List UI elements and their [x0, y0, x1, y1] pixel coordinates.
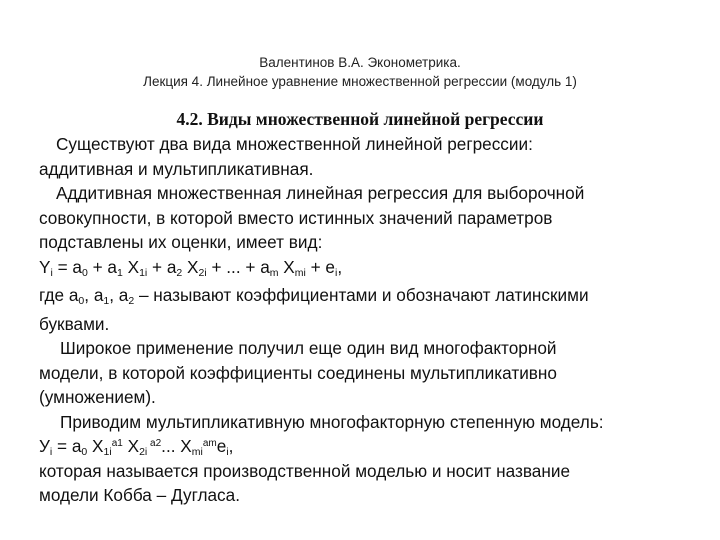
additive-formula: $Y_i = a_0 + a_1$ $X_{1i} + a_2$ $X_{2i}$ + ... + $a_m$ $X_{mi} + e_i$,	[39, 256, 343, 279]
header-lecture: Лекция 4. Линейное уравнение множественной регрессии (модуль 1)	[143, 74, 577, 89]
paragraph-line: Существуют два вида множественной линейной регрессии:	[56, 134, 533, 154]
body-text	[39, 132, 689, 508]
paragraph-line: буквами.	[39, 313, 110, 334]
paragraph-line: аддитивная и мультипликативная.	[39, 158, 314, 179]
paragraph-line: Приводим мультипликативную многофакторную степенную модель:	[60, 411, 604, 432]
paragraph-line: подставлены их оценки, имеет вид:	[39, 232, 323, 252]
coefficients-line: где $a_0$, $a_1$, $a_2$ – называют коэффициентами и обозначают латинскими	[39, 285, 589, 307]
paragraph-line: (умножением).	[39, 387, 156, 407]
paragraph-line: которая называется производственной моделью и носит название	[39, 460, 571, 481]
header-author: Валентинов В.А. Эконометрика.	[259, 55, 461, 70]
multiplicative-formula: $У_i = a_0$ $X_{1i}^{a1}$ $X_{2i}$ $^{a2}$... $X_{mi}^{am}e_i$,	[39, 436, 234, 458]
paragraph-line: Широкое применение получил еще один вид многофакторной	[60, 338, 557, 358]
section-title: 4.2. Виды множественной линейной регрессии	[176, 109, 544, 129]
paragraph-line: совокупности, в которой вместо истинных значений параметров	[39, 207, 553, 228]
paragraph-line: модели, в которой коэффициенты соединены мультипликативно	[39, 362, 557, 383]
paragraph-line: модели Кобба – Дугласа.	[39, 485, 240, 505]
paragraph-line: Аддитивная множественная линейная регрессия для выборочной	[56, 183, 585, 203]
